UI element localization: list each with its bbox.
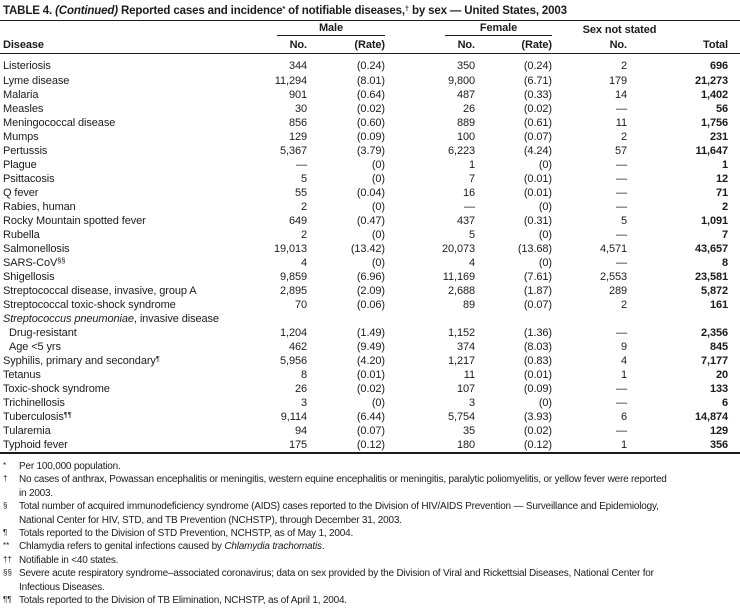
footnote-marker: * (3, 461, 7, 470)
female-rate-cell: (4.24) (523, 145, 552, 157)
disease-name-cell: Lyme disease (3, 75, 70, 87)
table-row (0, 214, 740, 228)
disease-name-cell: Typhoid fever (0, 438, 245, 453)
female-rate-cell: (0.83) (523, 355, 552, 367)
table-row (0, 116, 740, 130)
female-no-cell: 5,754 (447, 411, 475, 423)
footnote (0, 460, 740, 473)
table-row (0, 382, 740, 396)
sex-not-stated-no-cell: — (616, 397, 627, 409)
disease-name-cell: Pertussis (3, 145, 48, 157)
disease-name-cell: Tetanus (3, 369, 41, 381)
male-rate-cell: (6.44) (356, 411, 385, 423)
male-rate-cell: (8.01) (356, 75, 385, 87)
female-rate-cell: (0.07) (523, 131, 552, 143)
total-cell: 71 (715, 187, 728, 199)
female-rate-cell: (0.01) (523, 187, 552, 199)
footnote-marker: ** (3, 541, 10, 551)
footnote-text-line: Totals reported to the Division of TB Elimination, NCHSTP, as of April 1, 2004. (19, 595, 347, 607)
sex-not-stated-no-cell: 1 (552, 438, 627, 453)
total-cell (627, 312, 740, 326)
total-cell: 7,177 (700, 355, 728, 367)
sex-not-stated-no-cell: — (616, 159, 627, 171)
female-rate-cell: (0.02) (523, 103, 552, 115)
disease-name-cell: Rabies, human (3, 201, 76, 213)
table-row (0, 102, 740, 116)
male-group-header-cell (245, 21, 385, 36)
table-row (0, 270, 740, 284)
male-no-cell: 856 (288, 117, 307, 129)
female-no-cell: 350 (456, 59, 475, 72)
sex-not-stated-no-cell: — (616, 173, 627, 185)
male-rate-cell: (0.06) (356, 299, 385, 311)
female-rate-cell: (1.36) (523, 327, 552, 339)
male-no-cell: 2 (300, 229, 307, 241)
total-column-header: Total (627, 36, 740, 54)
female-no-cell: 374 (456, 341, 475, 353)
sex-not-stated-no-cell: — (616, 383, 627, 395)
male-no-cell: 462 (288, 341, 307, 353)
male-no-cell: 2 (300, 201, 307, 213)
footnote (0, 540, 740, 553)
female-rate-cell: (0) (538, 201, 552, 213)
disease-name-cell: Malaria (3, 89, 39, 101)
male-rate-cell: (0.12) (307, 438, 385, 453)
male-no-cell: 70 (294, 299, 307, 311)
sex-not-stated-no-cell: — (616, 187, 627, 199)
sex-not-stated-no-cell: — (616, 257, 627, 269)
sex-not-stated-no-cell: 2 (620, 59, 627, 72)
male-no-cell: 4 (300, 257, 307, 269)
male-no-cell: 901 (288, 89, 307, 101)
table-row (0, 186, 740, 200)
female-rate-cell: (0.12) (475, 438, 552, 453)
column-header-row (0, 36, 740, 54)
table-row (0, 312, 740, 326)
table-row (0, 74, 740, 88)
male-rate-cell: (0.24) (356, 59, 385, 72)
footnote-text-line: in 2003. (19, 487, 53, 499)
female-no-cell: 35 (462, 425, 475, 437)
male-rate-cell: (0.07) (356, 425, 385, 437)
male-rate-cell: (0) (371, 159, 385, 171)
footnote-marker: ¶ (3, 528, 8, 538)
total-cell: 11,647 (695, 145, 728, 157)
sex-not-stated-no-cell: 6 (620, 411, 627, 423)
male-rate-cell: (0.04) (356, 187, 385, 199)
table-body (0, 54, 740, 454)
female-no-cell: 1 (468, 159, 475, 171)
female-no-cell: 9,800 (447, 75, 475, 87)
male-rate-cell: (0.64) (356, 89, 385, 101)
footnote (0, 594, 740, 607)
total-cell: 161 (709, 299, 728, 311)
total-cell: 1,091 (700, 215, 728, 227)
disease-name-cell: Rocky Mountain spotted fever (3, 215, 146, 227)
male-no-cell: 5 (300, 173, 307, 185)
total-cell: 845 (709, 341, 728, 353)
sex-not-stated-no-cell: 2,553 (599, 271, 627, 283)
sex-not-stated-no-cell: 5 (620, 215, 627, 227)
total-cell: 23,581 (694, 271, 728, 283)
female-no-cell: 180 (385, 438, 475, 453)
table-row (0, 326, 740, 340)
female-no-cell: 16 (462, 187, 475, 199)
male-no-cell: 129 (288, 131, 307, 143)
male-no-cell: 30 (294, 103, 307, 115)
sex-not-stated-no-cell: 2 (620, 299, 627, 311)
group-header-row (0, 21, 740, 36)
female-no-cell: 1,152 (447, 327, 475, 339)
male-rate-cell: (6.96) (356, 271, 385, 283)
disease-name-cell: Trichinellosis (3, 397, 65, 409)
total-cell: 8 (721, 257, 728, 269)
female-no-cell: 2,688 (447, 285, 475, 297)
disease-name-cell: Listeriosis (3, 59, 51, 72)
male-rate-cell (307, 312, 385, 326)
female-rate-cell: (0.24) (523, 59, 552, 72)
female-no-cell: 5 (468, 229, 475, 241)
male-group-label: Male (277, 22, 385, 36)
total-cell: 6 (721, 397, 728, 409)
female-group-label: Female (445, 22, 552, 36)
total-cell: 1,756 (700, 117, 728, 129)
male-rate-cell: (0.60) (356, 117, 385, 129)
female-no-cell: 26 (462, 103, 475, 115)
disease-name-cell: Tuberculosis¶¶ (3, 409, 72, 423)
sex-not-stated-no-cell: 289 (608, 285, 627, 297)
disease-name-cell: Streptococcus pneumoniae, invasive disease (3, 313, 219, 325)
table-row (0, 130, 740, 144)
table-row (0, 200, 740, 214)
footnote (0, 554, 740, 567)
female-rate-cell: (0.09) (523, 383, 552, 395)
group-header-spacer (0, 21, 245, 36)
male-no-cell: 2,895 (279, 285, 307, 297)
sex-not-stated-no-cell: 4,571 (599, 243, 627, 255)
total-cell: 231 (709, 131, 728, 143)
female-rate-cell: (0.01) (523, 369, 552, 381)
sex-not-stated-no-cell: 14 (614, 89, 627, 101)
female-rate-cell: (1.87) (523, 285, 552, 297)
male-rate-cell: (0.47) (356, 215, 385, 227)
female-no-cell: 4 (468, 257, 475, 269)
male-rate-cell: (1.49) (356, 327, 385, 339)
female-rate-cell: (8.03) (523, 341, 552, 353)
female-no-cell: 487 (456, 89, 475, 101)
female-rate-cell: (0.33) (523, 89, 552, 101)
sex-not-stated-no-cell: 9 (620, 341, 627, 353)
sex-not-stated-no-cell (552, 312, 627, 326)
total-cell: 7 (721, 229, 728, 241)
male-rate-cell: (0) (371, 257, 385, 269)
footnote-text-line: Severe acute respiratory syndrome–associated coronavirus; data on sex provided by the Division of Viral and Rickettsial Diseases, National Center for (19, 568, 654, 580)
disease-name-cell: Mumps (3, 131, 39, 143)
sex-not-stated-no-cell: — (616, 201, 627, 213)
male-no-cell: 8 (300, 369, 307, 381)
female-rate-cell: (0.01) (523, 173, 552, 185)
female-rate-cell: (0.02) (523, 425, 552, 437)
notifiable-diseases-table (0, 21, 740, 454)
male-rate-cell: (0) (371, 173, 385, 185)
total-cell: 21,273 (694, 75, 728, 87)
footnote-text-line: Chlamydia refers to genital infections caused by Chlamydia trachomatis. (19, 541, 325, 553)
male-rate-cell: (2.09) (356, 285, 385, 297)
table-row (0, 172, 740, 186)
disease-name-cell: Salmonellosis (3, 243, 70, 255)
disease-name-cell: Tularemia (3, 425, 51, 437)
female-no-cell: — (464, 201, 475, 213)
disease-name-cell: Rubella (3, 229, 40, 241)
sex-not-stated-no-cell: 57 (614, 145, 627, 157)
male-rate-cell: (0) (371, 397, 385, 409)
disease-name-cell: Measles (3, 103, 44, 115)
footnote-marker: ¶¶ (3, 595, 12, 605)
female-rate-cell: (6.71) (523, 75, 552, 87)
male-no-cell: 175 (245, 438, 307, 453)
male-no-cell: 19,013 (273, 243, 307, 255)
male-no-cell: 55 (294, 187, 307, 199)
female-no-cell: 889 (456, 117, 475, 129)
sex-not-stated-no-cell: — (616, 327, 627, 339)
female-rate-cell: (3.93) (523, 411, 552, 423)
sex-not-stated-no-cell: 4 (620, 355, 627, 367)
footnote (0, 473, 740, 500)
female-group-header-cell (385, 21, 552, 36)
table-row (0, 144, 740, 158)
female-no-cell: 11,169 (442, 271, 475, 283)
footnote-text-line: Totals reported to the Division of STD Prevention, NCHSTP, as of May 1, 2004. (19, 528, 354, 540)
disease-name-cell: Shigellosis (3, 271, 55, 283)
total-cell: 5,872 (700, 285, 728, 297)
male-no-cell: 5,956 (279, 355, 307, 367)
footnote-marker: §§ (3, 568, 12, 578)
male-no-cell: 9,859 (279, 271, 307, 283)
sex-not-stated-no-cell: — (616, 229, 627, 241)
sex-not-stated-group-label: Sex not stated (582, 24, 657, 36)
female-no-cell (385, 312, 475, 326)
table-row (0, 340, 740, 354)
male-no-cell: 649 (288, 215, 307, 227)
female-no-cell: 107 (456, 383, 475, 395)
total-cell: 1,402 (700, 89, 728, 101)
male-no-cell: — (296, 159, 307, 171)
total-cell: 129 (709, 425, 728, 437)
female-rate-cell: (0) (538, 397, 552, 409)
male-no-cell: 11,294 (274, 75, 307, 87)
male-rate-column-header: (Rate) (307, 36, 385, 54)
table-row (0, 242, 740, 256)
female-no-cell: 7 (468, 173, 475, 185)
table-row (0, 354, 740, 368)
female-no-cell: 89 (462, 299, 475, 311)
total-cell: 20 (715, 369, 728, 381)
female-rate-cell: (0.61) (523, 117, 552, 129)
total-cell: 2 (721, 201, 728, 213)
disease-name-cell: Meningococcal disease (3, 117, 116, 129)
table-row (0, 438, 740, 453)
footnote-marker: † (3, 474, 8, 484)
female-rate-cell: (0.31) (523, 215, 552, 227)
female-rate-cell (475, 312, 552, 326)
female-rate-cell: (0) (538, 257, 552, 269)
disease-name-cell: Syphilis, primary and secondary¶ (3, 353, 160, 367)
table-row (0, 256, 740, 270)
male-no-column-header: No. (245, 36, 307, 54)
female-no-column-header: No. (385, 36, 475, 54)
total-cell: 2,356 (700, 327, 728, 339)
disease-name-cell: Age <5 yrs (9, 341, 61, 353)
total-cell: 133 (709, 383, 728, 395)
female-rate-cell: (13.68) (517, 243, 552, 255)
footnote-text-line: No cases of anthrax, Powassan encephalitis or meningitis, western equine encephalitis or meningitis, paralytic poliomyelitis, or yellow fever were reported (19, 474, 667, 486)
footnote-text-line: National Center for HIV, STD, and TB Prevention (NCHSTP), through December 31, 2003. (19, 514, 402, 526)
table-title: TABLE 4. (Continued) Reported cases and incidence* of notifiable diseases,† by sex — United States, 2003 (0, 0, 740, 21)
disease-name-cell: Toxic-shock syndrome (3, 383, 110, 395)
table-row (0, 298, 740, 312)
male-no-cell: 9,114 (280, 411, 307, 423)
footnote (0, 500, 740, 527)
male-rate-cell: (0.01) (356, 369, 385, 381)
total-cell: 14,874 (694, 411, 728, 423)
total-cell: 56 (715, 103, 728, 115)
sex-not-stated-no-cell: 179 (608, 75, 627, 87)
footnote-text-line: Total number of acquired immunodeficiency syndrome (AIDS) cases reported to the Division of HIV/AIDS Prevention — Surveillance and Epidemiology, (19, 501, 659, 513)
male-rate-cell: (4.20) (356, 355, 385, 367)
female-no-cell: 3 (468, 397, 475, 409)
total-cell: 696 (709, 59, 728, 72)
male-no-cell: 344 (288, 59, 307, 72)
male-rate-cell: (0) (371, 201, 385, 213)
sex-not-stated-no-cell: — (616, 103, 627, 115)
female-no-cell: 437 (456, 215, 475, 227)
male-rate-cell: (9.49) (356, 341, 385, 353)
male-rate-cell: (0.02) (356, 103, 385, 115)
male-rate-cell: (0.02) (356, 383, 385, 395)
female-rate-cell: (7.61) (523, 271, 552, 283)
disease-name-cell: Streptococcal toxic-shock syndrome (3, 299, 176, 311)
female-no-cell: 100 (456, 131, 475, 143)
sex-not-stated-group-header-cell (552, 21, 657, 36)
table-row (0, 228, 740, 242)
male-rate-cell: (0.09) (356, 131, 385, 143)
sex-not-stated-no-column-header: No. (552, 36, 627, 54)
footnote-text-line: Notifiable in <40 states. (19, 554, 119, 566)
disease-name-cell: SARS-CoV§§ (3, 255, 66, 269)
female-rate-cell: (0) (538, 159, 552, 171)
male-no-cell (245, 312, 307, 326)
total-cell: 1 (721, 159, 728, 171)
table-row (0, 158, 740, 172)
male-no-cell: 94 (294, 425, 307, 437)
footnote-marker: †† (3, 554, 12, 564)
female-rate-cell: (0.07) (523, 299, 552, 311)
sex-not-stated-no-cell: — (616, 425, 627, 437)
male-rate-cell: (13.42) (350, 243, 385, 255)
male-no-cell: 5,367 (279, 145, 307, 157)
table-row (0, 284, 740, 298)
male-rate-cell: (0) (371, 229, 385, 241)
female-rate-column-header: (Rate) (475, 36, 552, 54)
table-row (0, 88, 740, 102)
male-no-cell: 3 (300, 397, 307, 409)
disease-name-cell: Streptococcal disease, invasive, group A (3, 285, 197, 297)
footnote (0, 527, 740, 540)
footnote-text-line: Per 100,000 population. (19, 461, 121, 472)
disease-name-cell: Drug-resistant (9, 327, 77, 339)
footnote-marker: § (3, 501, 8, 511)
table-row (0, 410, 740, 424)
female-rate-cell: (0) (538, 229, 552, 241)
female-no-cell: 11 (463, 369, 475, 381)
male-no-cell: 1,204 (279, 327, 307, 339)
female-no-cell: 1,217 (447, 355, 475, 367)
table-row (0, 54, 740, 75)
female-no-cell: 6,223 (447, 145, 475, 157)
disease-name-cell: Q fever (3, 187, 39, 199)
total-cell: 43,657 (694, 243, 728, 255)
sex-not-stated-no-cell: 11 (615, 117, 627, 129)
total-cell: 356 (627, 438, 740, 453)
table-row (0, 424, 740, 438)
male-rate-cell: (3.79) (356, 145, 385, 157)
disease-column-header: Disease (0, 36, 245, 54)
sex-not-stated-no-cell: 2 (620, 131, 627, 143)
female-no-cell: 20,073 (441, 243, 475, 255)
disease-name-cell: Psittacosis (3, 173, 55, 185)
footnote (0, 567, 740, 594)
sex-not-stated-no-cell: 1 (620, 369, 627, 381)
table-row (0, 368, 740, 382)
footnote-text-line: Infectious Diseases. (19, 581, 105, 593)
footnotes (0, 460, 740, 607)
total-cell: 12 (715, 173, 728, 185)
disease-name-cell: Plague (3, 159, 37, 171)
table-row (0, 396, 740, 410)
male-no-cell: 26 (294, 383, 307, 395)
table-header (0, 21, 740, 54)
